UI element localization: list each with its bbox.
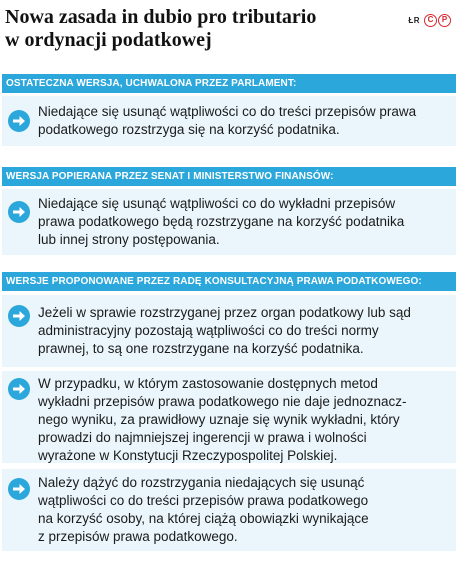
list-item bbox=[2, 295, 456, 367]
text-line: prawa podatkowego będą rozstrzygane na korzyść podatnika bbox=[38, 214, 405, 229]
list-item bbox=[2, 189, 456, 255]
logo-letter: C bbox=[424, 14, 437, 27]
text-line: podatkowego rozstrzyga się na korzyść podatnika. bbox=[38, 122, 340, 137]
item-text bbox=[38, 103, 416, 139]
header bbox=[5, 6, 453, 64]
text-line: prowadzi do najmniejszej ingerencji w prawa i wolności bbox=[38, 430, 367, 445]
item-text bbox=[38, 474, 369, 546]
text-line: wątpliwości co do treści przepisów prawa podatkowego bbox=[38, 493, 369, 508]
page-title bbox=[5, 6, 385, 52]
list-item bbox=[2, 469, 456, 551]
arrow-circle-right-icon bbox=[7, 377, 31, 401]
text-line: prawnej, to są one rozstrzygane na korzyść podatnika. bbox=[38, 341, 364, 356]
text-line: Należy dążyć do rozstrzygania niedających się usunąć bbox=[38, 475, 365, 490]
text-line: wykładni przepisów prawa podatkowego nie daje jednoznacz- bbox=[38, 394, 407, 409]
text-line: na korzyść osoby, na której ciążą obowiązki wynikające bbox=[38, 511, 369, 526]
section-heading: WERSJE PROPONOWANE PRZEZ RADĘ KONSULTACYJNĄ PRAWA PODATKOWEGO: bbox=[2, 272, 456, 291]
item-text bbox=[38, 304, 411, 358]
arrow-circle-right-icon bbox=[7, 477, 31, 501]
item-text bbox=[38, 195, 404, 249]
list-item bbox=[2, 371, 456, 463]
list-item bbox=[2, 96, 456, 146]
section-heading: WERSJA POPIERANA PRZEZ SENAT I MINISTERSTWO FINANSÓW: bbox=[2, 167, 456, 186]
arrow-circle-right-icon bbox=[7, 109, 31, 133]
arrow-circle-right-icon bbox=[7, 200, 31, 224]
item-text bbox=[38, 375, 406, 465]
title-line: w ordynacji podatkowej bbox=[5, 29, 212, 51]
text-line: Jeżeli w sprawie rozstrzyganej przez organ podatkowy lub sąd bbox=[38, 305, 411, 320]
text-line: W przypadku, w którym zastosowanie dostępnych metod bbox=[38, 376, 378, 391]
text-line: wyrażone w Konstytucji Rzeczypospolitej Polskiej. bbox=[38, 448, 338, 463]
section-heading: OSTATECZNA WERSJA, UCHWALONA PRZEZ PARLAMENT: bbox=[2, 74, 456, 93]
text-line: administracyjny pozostają wątpliwości co do treści normy bbox=[38, 323, 379, 338]
logo-letter: P bbox=[438, 14, 451, 27]
text-line: lub innej strony postępowania. bbox=[38, 232, 220, 247]
text-line: nego wyniku, za prawidłowy uznaje się wynik wykładni, który bbox=[38, 412, 400, 427]
text-line: Niedające się usunąć wątpliwości co do treści przepisów prawa bbox=[38, 104, 417, 119]
arrow-circle-right-icon bbox=[7, 304, 31, 328]
text-line: z przepisów prawa podatkowego. bbox=[38, 529, 238, 544]
credit bbox=[408, 14, 451, 27]
publisher-logo bbox=[424, 14, 451, 27]
author-initials: ŁR bbox=[408, 16, 420, 25]
text-line: Niedające się usunąć wątpliwości co do wykładni przepisów bbox=[38, 196, 396, 211]
title-line: Nowa zasada in dubio pro tributario bbox=[5, 6, 317, 28]
